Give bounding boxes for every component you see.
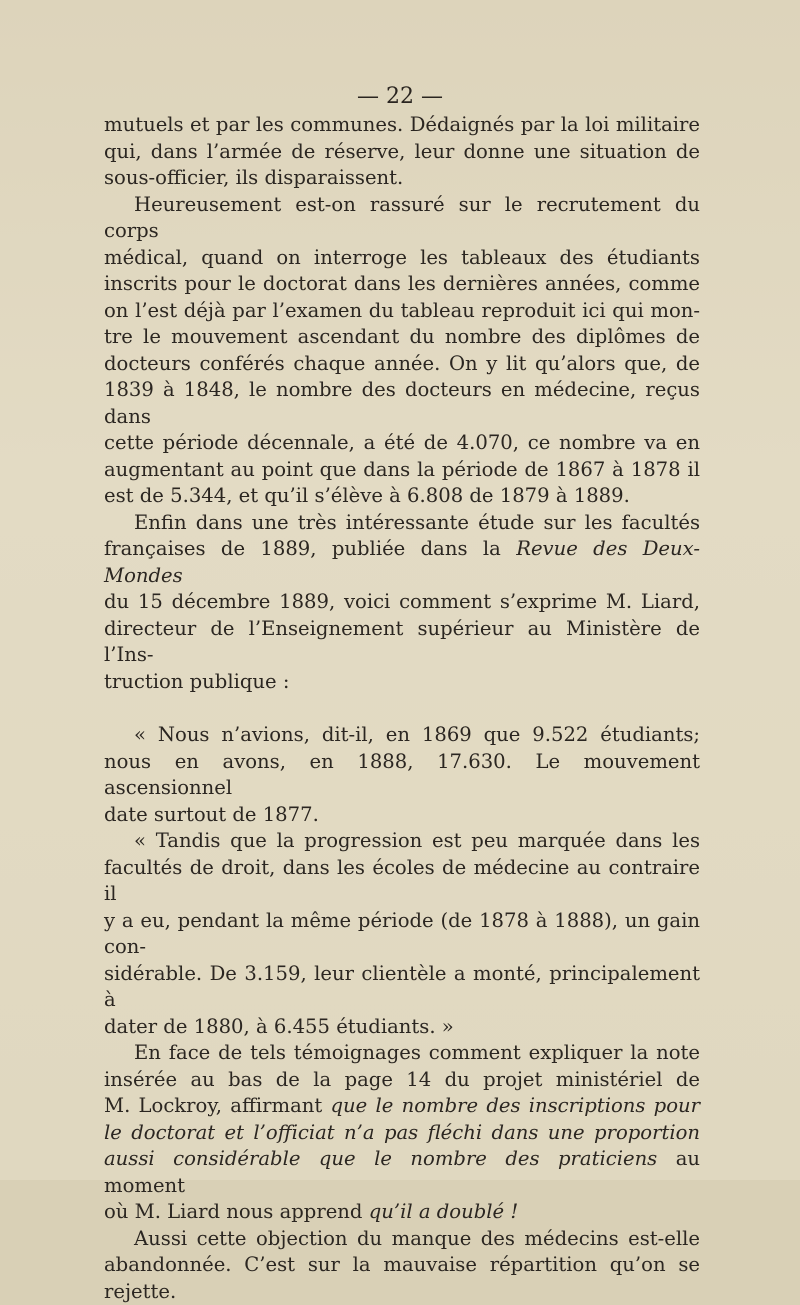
text-line: inscrits pour le doctorat dans les dernières années, comme xyxy=(104,271,700,298)
journal-title: Revue des Deux-Mondes xyxy=(104,537,700,587)
text-span: au moment xyxy=(104,1147,700,1197)
text-line: « Nous n’avions, dit-il, en 1869 que 9.522 étudiants; xyxy=(104,722,700,749)
text-line: « Tandis que la progression est peu marquée dans les xyxy=(104,828,700,855)
text-line: on l’est déjà par l’examen du tableau reproduit ici qui mon- xyxy=(104,298,700,325)
italic-quote: que le nombre des inscriptions pour xyxy=(331,1094,701,1117)
text-line: Heureusement est-on rassuré sur le recrutement du corps xyxy=(104,192,700,245)
text-line: tre le mouvement ascendant du nombre des diplômes de xyxy=(104,324,700,351)
italic-quote: aussi considérable que le nombre des praticiens xyxy=(104,1147,657,1170)
text-line: facultés de droit, dans les écoles de médecine au contraire il xyxy=(104,855,700,908)
text-line: En face de tels témoignages comment expliquer la note xyxy=(104,1040,700,1067)
body-text xyxy=(104,112,700,1305)
text-line: directeur de l’Enseignement supérieur au Ministère de l’Ins- xyxy=(104,616,700,669)
text-span: où M. Liard nous apprend xyxy=(104,1200,369,1223)
text-line xyxy=(104,1093,700,1120)
text-line: qui, dans l’armée de réserve, leur donne une situation de xyxy=(104,139,700,166)
text-span: françaises de 1889, publiée dans la xyxy=(104,537,516,560)
page-number: — 22 — xyxy=(0,84,800,109)
text-line: date surtout de 1877. xyxy=(104,802,700,829)
text-line: docteurs conférés chaque année. On y lit qu’alors que, de xyxy=(104,351,700,378)
italic-quote: qu’il a doublé ! xyxy=(369,1200,519,1223)
text-line: augmentant au point que dans la période de 1867 à 1878 il xyxy=(104,457,700,484)
text-line: insérée au bas de la page 14 du projet ministériel de xyxy=(104,1067,700,1094)
text-line: y a eu, pendant la même période (de 1878 à 1888), un gain con- xyxy=(104,908,700,961)
text-line: sidérable. De 3.159, leur clientèle a monté, principalement à xyxy=(104,961,700,1014)
text-line: est de 5.344, et qu’il s’élève à 6.808 de 1879 à 1889. xyxy=(104,483,700,510)
text-line: Aussi cette objection du manque des médecins est-elle xyxy=(104,1226,700,1253)
text-line: dater de 1880, à 6.455 étudiants. » xyxy=(104,1014,700,1041)
text-line: cette période décennale, a été de 4.070, ce nombre va en xyxy=(104,430,700,457)
paragraph-gap xyxy=(104,695,700,722)
text-line: sous-officier, ils disparaissent. xyxy=(104,165,700,192)
text-line: mutuels et par les communes. Dédaignés par la loi militaire xyxy=(104,112,700,139)
text-line: Enfin dans une très intéressante étude sur les facultés xyxy=(104,510,700,537)
text-line xyxy=(104,1146,700,1199)
text-line: rejette. xyxy=(104,1279,700,1305)
text-line: abandonnée. C’est sur la mauvaise répartition qu’on se xyxy=(104,1252,700,1279)
text-line: nous en avons, en 1888, 17.630. Le mouvement ascensionnel xyxy=(104,749,700,802)
text-line: truction publique : xyxy=(104,669,700,696)
italic-quote: le doctorat et l’officiat n’a pas fléchi dans une proportion xyxy=(104,1121,700,1144)
text-line xyxy=(104,536,700,589)
text-line xyxy=(104,1199,700,1226)
text-span: M. Lockroy, affirmant xyxy=(104,1094,331,1117)
text-line: 1839 à 1848, le nombre des docteurs en médecine, reçus dans xyxy=(104,377,700,430)
text-line: du 15 décembre 1889, voici comment s’exprime M. Liard, xyxy=(104,589,700,616)
text-line: médical, quand on interroge les tableaux des étudiants xyxy=(104,245,700,272)
text-line xyxy=(104,1120,700,1147)
